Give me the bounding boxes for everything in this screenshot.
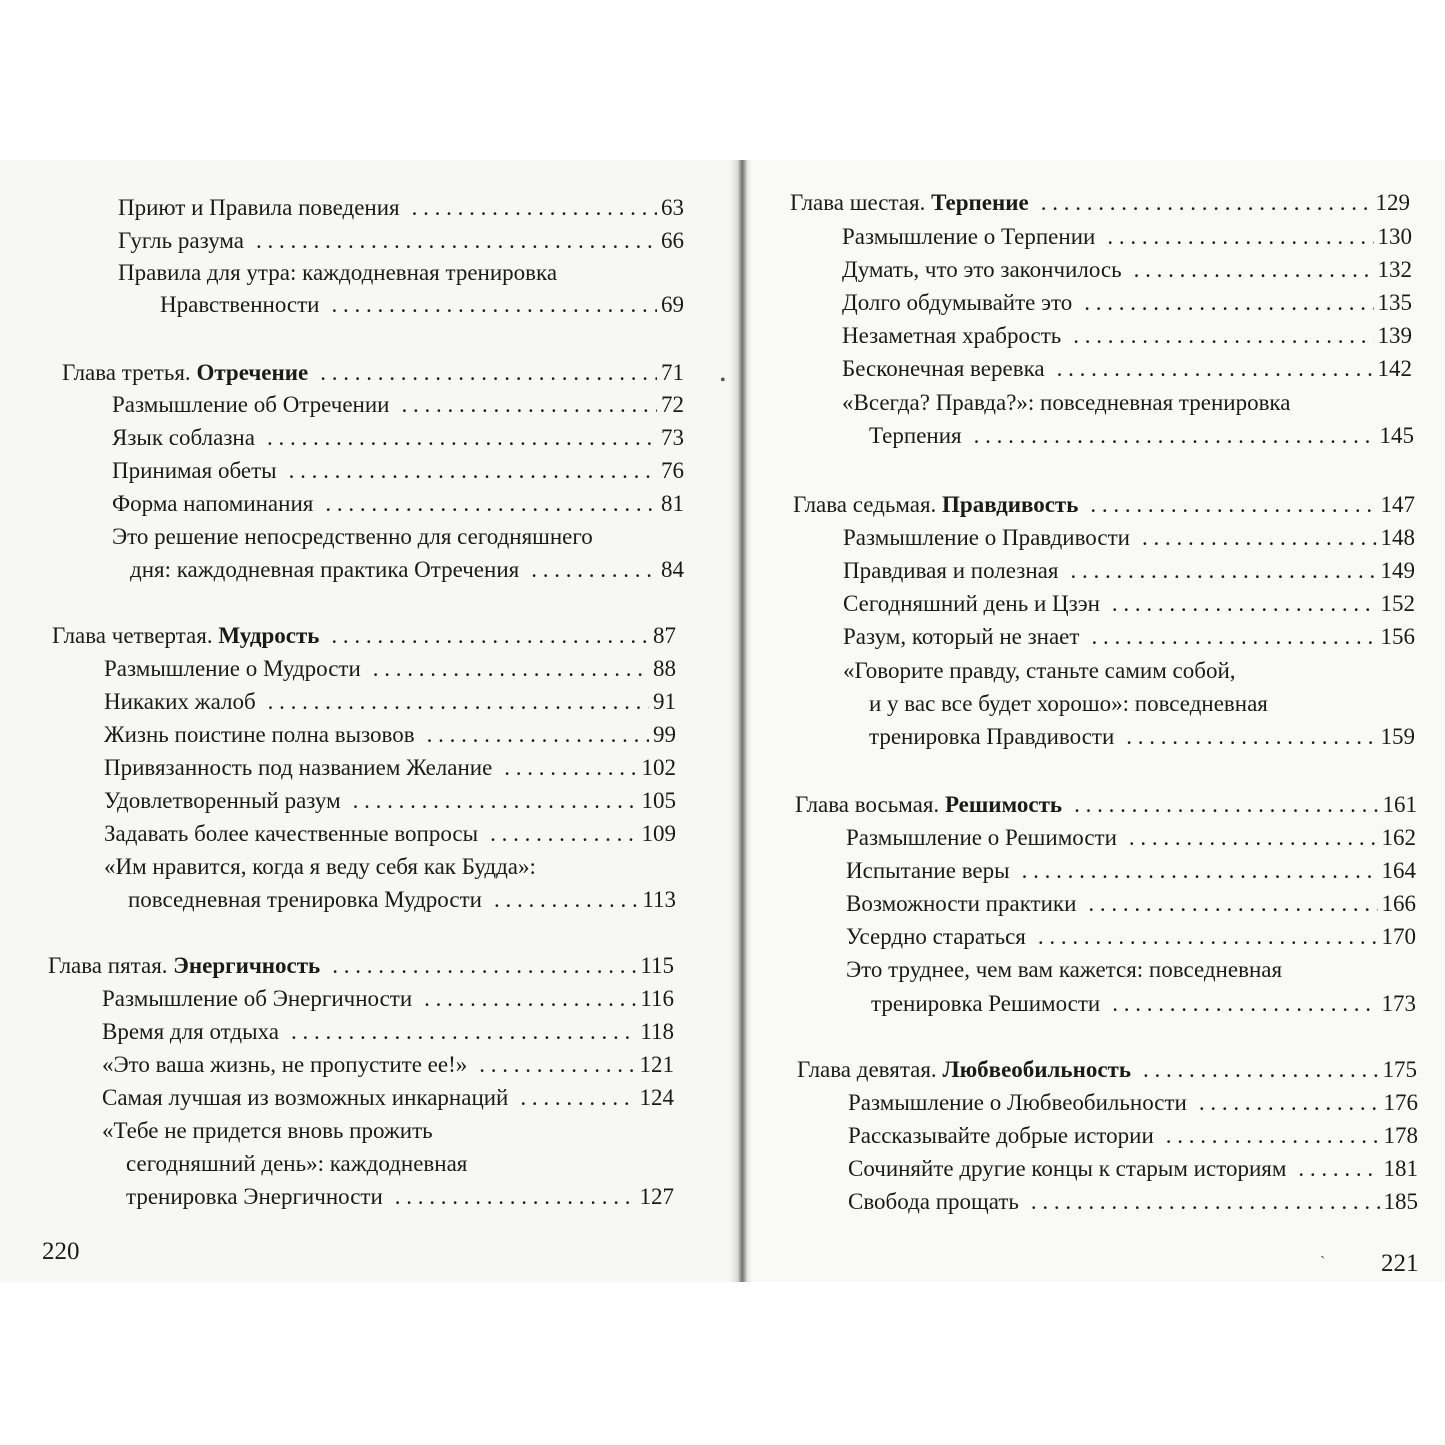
toc-entry-row bbox=[104, 720, 676, 750]
toc-page-number: 181 bbox=[1383, 1156, 1418, 1181]
toc-entry-row bbox=[842, 255, 1412, 285]
toc-entry-row bbox=[104, 852, 676, 882]
toc-entry-title: Сегодняшний день и Цзэн bbox=[843, 591, 1100, 616]
toc-page-number: 118 bbox=[640, 1019, 674, 1044]
dot-leader bbox=[267, 423, 657, 453]
toc-entry-title: Принимая обеты bbox=[112, 458, 277, 483]
toc-page-number: 102 bbox=[641, 755, 676, 780]
chapter-label: Глава третья. bbox=[62, 360, 191, 385]
toc-entry-title: Рассказывайте добрые истории bbox=[848, 1123, 1154, 1148]
toc-page-number: 176 bbox=[1383, 1090, 1418, 1115]
dot-leader bbox=[1084, 288, 1373, 318]
ink-mark: ` bbox=[1320, 1254, 1326, 1271]
dot-leader bbox=[494, 885, 638, 915]
toc-entry-title: Бесконечная веревка bbox=[842, 356, 1045, 381]
toc-entry-row bbox=[848, 1187, 1418, 1217]
toc-entry-title: Размышление о Мудрости bbox=[104, 656, 361, 681]
dot-leader bbox=[325, 489, 657, 519]
toc-page-number: 173 bbox=[1381, 991, 1416, 1016]
toc-entry-row bbox=[842, 388, 1412, 418]
toc-entry-title: Терпения bbox=[869, 423, 962, 448]
toc-entry-row bbox=[848, 1121, 1418, 1151]
dot-leader bbox=[531, 555, 657, 585]
toc-page-number: 170 bbox=[1381, 924, 1416, 949]
toc-entry-title: Нравственности bbox=[160, 292, 320, 317]
toc-entry-title: тренировка Решимости bbox=[871, 991, 1101, 1016]
dot-leader bbox=[332, 951, 636, 981]
toc-entry-row bbox=[112, 423, 684, 453]
toc-entry-title: Гугль разума bbox=[118, 228, 245, 253]
dot-leader bbox=[395, 1182, 636, 1212]
chapter-title: Правдивость bbox=[942, 492, 1079, 517]
toc-page-number: 127 bbox=[639, 1184, 674, 1209]
toc-entry-row bbox=[118, 258, 684, 288]
right-toc bbox=[745, 160, 1445, 1282]
toc-page-number: 99 bbox=[653, 722, 676, 747]
toc-entry-title: «Тебе не придется вновь прожить bbox=[102, 1118, 433, 1143]
dot-leader bbox=[256, 226, 657, 256]
toc-page-number: 135 bbox=[1377, 290, 1412, 315]
toc-entry-row bbox=[126, 1149, 674, 1179]
dot-leader bbox=[1074, 790, 1378, 820]
dot-leader bbox=[424, 984, 636, 1014]
toc-entry-row bbox=[846, 856, 1416, 886]
chapter-title: Терпение bbox=[931, 190, 1029, 215]
toc-page-number: 87 bbox=[653, 623, 676, 648]
toc-entry-row bbox=[848, 1088, 1418, 1118]
toc-entry-title: Размышление об Энергичности bbox=[102, 986, 413, 1011]
dot-leader bbox=[504, 753, 637, 783]
toc-page-number: 72 bbox=[661, 392, 684, 417]
toc-entry-row bbox=[102, 1116, 674, 1146]
dot-leader bbox=[1091, 622, 1376, 652]
toc-entry-title bbox=[797, 1055, 1131, 1085]
toc-entry-title: Размышление о Правдивости bbox=[843, 525, 1130, 550]
toc-entry-row bbox=[118, 193, 684, 223]
dot-leader bbox=[1129, 823, 1378, 853]
toc-page-number: 121 bbox=[639, 1052, 674, 1077]
dot-leader bbox=[520, 1083, 635, 1113]
toc-entry-title bbox=[793, 490, 1078, 520]
dot-leader bbox=[479, 1050, 635, 1080]
toc-entry-title: Свобода прощать bbox=[848, 1189, 1019, 1214]
toc-entry-title: Размышление о Терпении bbox=[842, 224, 1096, 249]
dot-leader bbox=[268, 687, 649, 717]
chapter-label: Глава девятая. bbox=[797, 1057, 937, 1082]
toc-entry-row bbox=[843, 523, 1415, 553]
toc-entry-row bbox=[846, 889, 1416, 919]
dot-leader bbox=[1073, 321, 1373, 351]
right-page bbox=[745, 160, 1445, 1282]
dot-leader bbox=[1107, 222, 1373, 252]
dot-leader bbox=[1057, 354, 1374, 384]
dot-leader bbox=[1143, 1055, 1378, 1085]
toc-entry-title: Никаких жалоб bbox=[104, 689, 256, 714]
toc-entry-row bbox=[102, 984, 674, 1014]
chapter-title: Решимость bbox=[944, 792, 1063, 817]
toc-entry-row bbox=[112, 390, 684, 420]
toc-entry-title bbox=[62, 358, 308, 388]
dot-leader bbox=[974, 421, 1376, 451]
toc-page-number: 148 bbox=[1380, 525, 1415, 550]
toc-page-number: 73 bbox=[661, 425, 684, 450]
toc-entry-title: Форма напоминания bbox=[112, 491, 314, 516]
toc-entry-title: повседневная тренировка Мудрости bbox=[128, 887, 482, 912]
dot-leader bbox=[1126, 722, 1376, 752]
toc-entry-title: «Это ваша жизнь, не пропустите ее!» bbox=[102, 1052, 468, 1077]
right-page-number: 221 bbox=[1381, 1250, 1419, 1277]
toc-page-number: 69 bbox=[661, 292, 684, 317]
chapter-label: Глава шестая. bbox=[790, 190, 926, 215]
toc-entry-title: Время для отдыха bbox=[102, 1019, 279, 1044]
toc-entry-title bbox=[795, 790, 1062, 820]
chapter-label: Глава пятая. bbox=[48, 953, 168, 978]
book-spread bbox=[0, 160, 1445, 1282]
left-page-number: 220 bbox=[42, 1238, 80, 1265]
toc-page-number: 149 bbox=[1380, 558, 1415, 583]
toc-page-number: 129 bbox=[1375, 190, 1410, 215]
toc-entry-row bbox=[104, 654, 676, 684]
toc-entry-title: Незаметная храбрость bbox=[842, 323, 1062, 348]
toc-entry-row bbox=[104, 819, 676, 849]
toc-entry-row bbox=[842, 321, 1412, 351]
toc-page-number: 166 bbox=[1381, 891, 1416, 916]
toc-entry-title bbox=[52, 621, 319, 651]
toc-entry-title: тренировка Энергичности bbox=[126, 1184, 383, 1209]
toc-entry-row bbox=[126, 1182, 674, 1212]
toc-entry-title: Задавать более качественные вопросы bbox=[104, 821, 479, 846]
toc-entry-title: Усердно стараться bbox=[846, 924, 1026, 949]
toc-entry-title: Размышление об Отречении bbox=[112, 392, 390, 417]
toc-page-number: 178 bbox=[1383, 1123, 1418, 1148]
dot-leader bbox=[1070, 556, 1376, 586]
toc-page-number: 113 bbox=[642, 887, 676, 912]
toc-page-number: 156 bbox=[1380, 624, 1415, 649]
dot-leader bbox=[1142, 523, 1377, 553]
toc-entry-title: Это труднее, чем вам кажется: повседневная bbox=[846, 957, 1283, 982]
toc-page-number: 91 bbox=[653, 689, 676, 714]
toc-entry-title bbox=[48, 951, 320, 981]
toc-chapter-row bbox=[48, 951, 674, 981]
toc-entry-title: Размышление о Решимости bbox=[846, 825, 1117, 850]
toc-page-number: 66 bbox=[661, 228, 684, 253]
toc-entry-title: Самая лучшая из возможных инкарнаций bbox=[102, 1085, 509, 1110]
toc-entry-row bbox=[112, 489, 684, 519]
dot-leader bbox=[353, 786, 638, 816]
dot-leader bbox=[1199, 1088, 1380, 1118]
toc-entry-row bbox=[843, 656, 1415, 686]
toc-page-number: 175 bbox=[1382, 1057, 1417, 1082]
dot-leader bbox=[401, 390, 657, 420]
toc-entry-row bbox=[846, 823, 1416, 853]
toc-entry-row bbox=[843, 556, 1415, 586]
toc-page-number: 185 bbox=[1383, 1189, 1418, 1214]
toc-entry-row bbox=[871, 989, 1416, 1019]
toc-entry-row bbox=[843, 589, 1415, 619]
toc-entry-title: Возможности практики bbox=[846, 891, 1077, 916]
dot-leader bbox=[331, 621, 649, 651]
toc-entry-title: Разум, который не знает bbox=[843, 624, 1080, 649]
toc-entry-title bbox=[790, 188, 1029, 218]
dot-leader bbox=[1031, 1187, 1380, 1217]
toc-page-number: 71 bbox=[661, 360, 684, 385]
left-toc bbox=[0, 160, 745, 1282]
toc-chapter-row bbox=[793, 490, 1415, 520]
toc-entry-row bbox=[104, 753, 676, 783]
toc-chapter-row bbox=[795, 790, 1417, 820]
chapter-label: Глава седьмая. bbox=[793, 492, 937, 517]
dot-leader bbox=[320, 358, 657, 388]
toc-page-number: 88 bbox=[653, 656, 676, 681]
toc-page-number: 139 bbox=[1377, 323, 1412, 348]
toc-page-number: 115 bbox=[640, 953, 674, 978]
toc-entry-title: «Говорите правду, станьте самим собой, bbox=[843, 658, 1236, 683]
toc-page-number: 116 bbox=[640, 986, 674, 1011]
book-gutter bbox=[730, 160, 752, 1282]
toc-page-number: 84 bbox=[661, 557, 684, 582]
toc-page-number: 152 bbox=[1380, 591, 1415, 616]
toc-entry-row bbox=[102, 1083, 674, 1113]
toc-entry-title: Привязанность под названием Желание bbox=[104, 755, 493, 780]
toc-entry-row bbox=[130, 555, 684, 585]
toc-page-number: 162 bbox=[1381, 825, 1416, 850]
toc-entry-row bbox=[846, 922, 1416, 952]
dot-leader bbox=[373, 654, 649, 684]
toc-entry-row bbox=[112, 456, 684, 486]
toc-entry-title: Приют и Правила поведения bbox=[118, 195, 400, 220]
chapter-title: Любвеобильность bbox=[942, 1057, 1132, 1082]
toc-entry-row bbox=[104, 786, 676, 816]
dot-leader bbox=[1134, 255, 1374, 285]
chapter-title: Отречение bbox=[196, 360, 309, 385]
dot-leader bbox=[1112, 589, 1377, 619]
toc-entry-title: Правдивая и полезная bbox=[843, 558, 1059, 583]
dot-leader bbox=[1088, 889, 1377, 919]
toc-entry-title: и у вас все будет хорошо»: повседневная bbox=[869, 691, 1268, 716]
toc-page-number: 63 bbox=[661, 195, 684, 220]
toc-entry-row bbox=[112, 522, 684, 552]
toc-chapter-row bbox=[62, 358, 684, 388]
toc-entry-title: Это решение непосредственно для сегодняшнего bbox=[112, 524, 593, 549]
toc-entry-row bbox=[842, 288, 1412, 318]
dot-leader bbox=[1166, 1121, 1380, 1151]
toc-entry-title: «Всегда? Правда?»: повседневная тренировка bbox=[842, 390, 1291, 415]
chapter-label: Глава восьмая. bbox=[795, 792, 940, 817]
toc-entry-title: Удовлетворенный разум bbox=[104, 788, 341, 813]
toc-entry-row bbox=[869, 722, 1415, 752]
chapter-title: Мудрость bbox=[218, 623, 320, 648]
toc-entry-row bbox=[102, 1017, 674, 1047]
toc-chapter-row bbox=[52, 621, 676, 651]
dot-leader bbox=[1038, 922, 1378, 952]
toc-entry-title: тренировка Правдивости bbox=[869, 724, 1115, 749]
toc-entry-title: сегодняшний день»: каждодневная bbox=[126, 1151, 468, 1176]
toc-page-number: 159 bbox=[1380, 724, 1415, 749]
toc-page-number: 109 bbox=[641, 821, 676, 846]
toc-entry-title: Долго обдумывайте это bbox=[842, 290, 1073, 315]
toc-entry-row bbox=[842, 354, 1412, 384]
chapter-label: Глава четвертая. bbox=[52, 623, 213, 648]
toc-page-number: 76 bbox=[661, 458, 684, 483]
dot-leader bbox=[1298, 1154, 1379, 1184]
toc-chapter-row bbox=[797, 1055, 1417, 1085]
toc-entry-title: «Им нравится, когда я веду себя как Будда»: bbox=[104, 854, 536, 879]
toc-entry-title: Размышление о Любвеобильности bbox=[848, 1090, 1187, 1115]
dot-leader bbox=[412, 193, 657, 223]
toc-entry-row bbox=[869, 689, 1415, 719]
toc-entry-row bbox=[160, 290, 684, 320]
toc-entry-title: Правила для утра: каждодневная тренировка bbox=[118, 260, 558, 285]
dot-leader bbox=[1112, 989, 1377, 1019]
dot-leader bbox=[1022, 856, 1378, 886]
toc-page-number: 124 bbox=[639, 1085, 674, 1110]
dot-leader bbox=[427, 720, 649, 750]
toc-entry-title: дня: каждодневная практика Отречения bbox=[130, 557, 520, 582]
toc-page-number: 132 bbox=[1377, 257, 1412, 282]
toc-entry-title: Жизнь поистине полна вызовов bbox=[104, 722, 415, 747]
toc-entry-row bbox=[118, 226, 684, 256]
toc-entry-row bbox=[843, 622, 1415, 652]
toc-entry-row bbox=[128, 885, 676, 915]
toc-page-number: 81 bbox=[661, 491, 684, 516]
dot-leader bbox=[490, 819, 637, 849]
toc-page-number: 147 bbox=[1380, 492, 1415, 517]
toc-entry-row bbox=[104, 687, 676, 717]
toc-entry-title: Испытание веры bbox=[846, 858, 1010, 883]
toc-page-number: 130 bbox=[1377, 224, 1412, 249]
toc-chapter-row bbox=[790, 188, 1410, 218]
dot-leader bbox=[332, 290, 658, 320]
toc-entry-title: Сочиняйте другие концы к старым историям bbox=[848, 1156, 1287, 1181]
left-page bbox=[0, 160, 745, 1282]
ink-speck: • bbox=[720, 372, 726, 389]
toc-entry-row bbox=[102, 1050, 674, 1080]
toc-page-number: 142 bbox=[1377, 356, 1412, 381]
toc-page-number: 145 bbox=[1379, 423, 1414, 448]
toc-page-number: 161 bbox=[1382, 792, 1417, 817]
chapter-title: Энергичность bbox=[173, 953, 321, 978]
toc-page-number: 164 bbox=[1381, 858, 1416, 883]
toc-entry-title: Думать, что это закончилось bbox=[842, 257, 1122, 282]
toc-entry-row bbox=[848, 1154, 1418, 1184]
toc-entry-row bbox=[846, 955, 1416, 985]
toc-entry-row bbox=[842, 222, 1412, 252]
toc-entry-row bbox=[869, 421, 1414, 451]
toc-entry-title: Язык соблазна bbox=[112, 425, 255, 450]
dot-leader bbox=[1041, 188, 1372, 218]
toc-page-number: 105 bbox=[641, 788, 676, 813]
dot-leader bbox=[1090, 490, 1376, 520]
dot-leader bbox=[289, 456, 657, 486]
dot-leader bbox=[291, 1017, 636, 1047]
